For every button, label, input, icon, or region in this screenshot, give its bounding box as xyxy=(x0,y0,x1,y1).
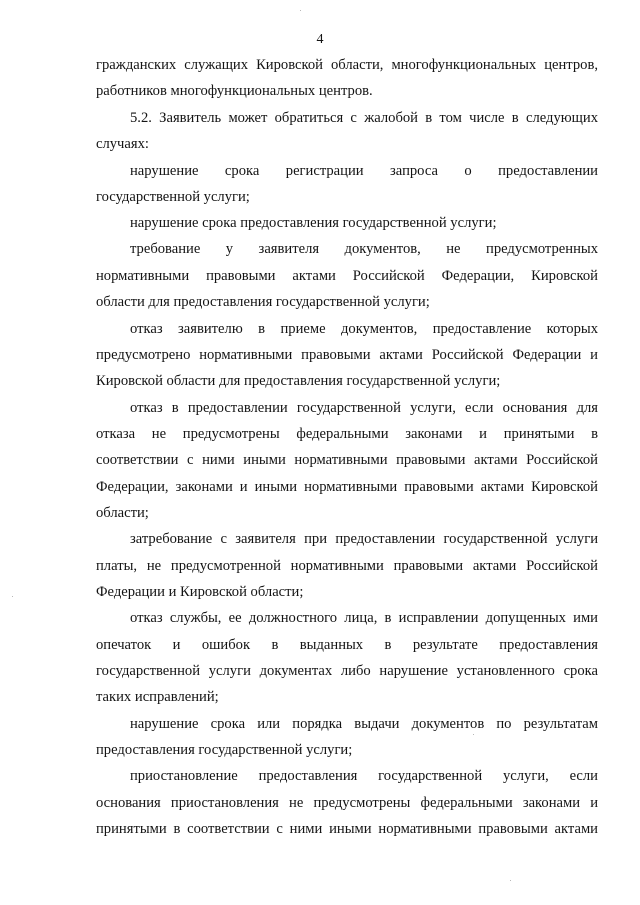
text-line: государственной услуги; xyxy=(96,189,250,205)
scan-speck xyxy=(473,734,474,735)
text-line: Федерации и Кировской области; xyxy=(96,584,304,600)
text-line: отказ заявителю в приеме документов, предоставление которых xyxy=(130,321,598,337)
text-line: отказ службы, ее должностного лица, в исправлении допущенных ими xyxy=(130,610,598,626)
text-line: 5.2. Заявитель может обратиться с жалобой в том числе в следующих xyxy=(130,110,598,126)
text-line: области для предоставления государственной услуги; xyxy=(96,294,430,310)
text-line: гражданских служащих Кировской области, многофункциональных центров, xyxy=(96,57,598,73)
text-line: затребование с заявителя при предоставлении государственной услуги xyxy=(130,531,598,547)
scan-speck xyxy=(12,596,13,597)
text-line: отказ в предоставлении государственной услуги, если основания для xyxy=(130,400,598,416)
text-line: нарушение срока регистрации запроса о предоставлении xyxy=(130,163,598,179)
text-line: области; xyxy=(96,505,149,521)
text-line: государственной услуги документах либо нарушение установленного срока xyxy=(96,663,598,679)
text-line: работников многофункциональных центров. xyxy=(96,83,373,99)
scan-speck xyxy=(510,880,511,881)
text-line: нормативными правовыми актами Российской Федерации, Кировской xyxy=(96,268,598,284)
text-line: нарушение срока или порядка выдачи документов по результатам xyxy=(130,716,598,732)
text-line: опечаток и ошибок в выданных в результате предоставления xyxy=(96,637,598,653)
text-line: отказа не предусмотрены федеральными законами и принятыми в xyxy=(96,426,598,442)
text-line: соответствии с ними иными нормативными правовыми актами Российской xyxy=(96,452,598,468)
text-line: основания приостановления не предусмотрены федеральными законами и xyxy=(96,795,598,811)
text-line: случаях: xyxy=(96,136,149,152)
text-line: требование у заявителя документов, не предусмотренных xyxy=(130,241,598,257)
text-line: приостановление предоставления государственной услуги, если xyxy=(130,768,598,784)
text-line: Федерации, законами и иными нормативными правовыми актами Кировской xyxy=(96,479,598,495)
page-number: 4 xyxy=(316,32,324,47)
text-line: принятыми в соответствии с ними иными нормативными правовыми актами xyxy=(96,821,598,837)
text-line: таких исправлений; xyxy=(96,689,219,705)
text-line: предусмотрено нормативными правовыми актами Российской Федерации и xyxy=(96,347,598,363)
text-line: нарушение срока предоставления государственной услуги; xyxy=(130,215,497,231)
scan-speck xyxy=(300,10,301,11)
text-line: Кировской области для предоставления государственной услуги; xyxy=(96,373,501,389)
text-line: платы, не предусмотренной нормативными правовыми актами Российской xyxy=(96,558,598,574)
text-line: предоставления государственной услуги; xyxy=(96,742,353,758)
